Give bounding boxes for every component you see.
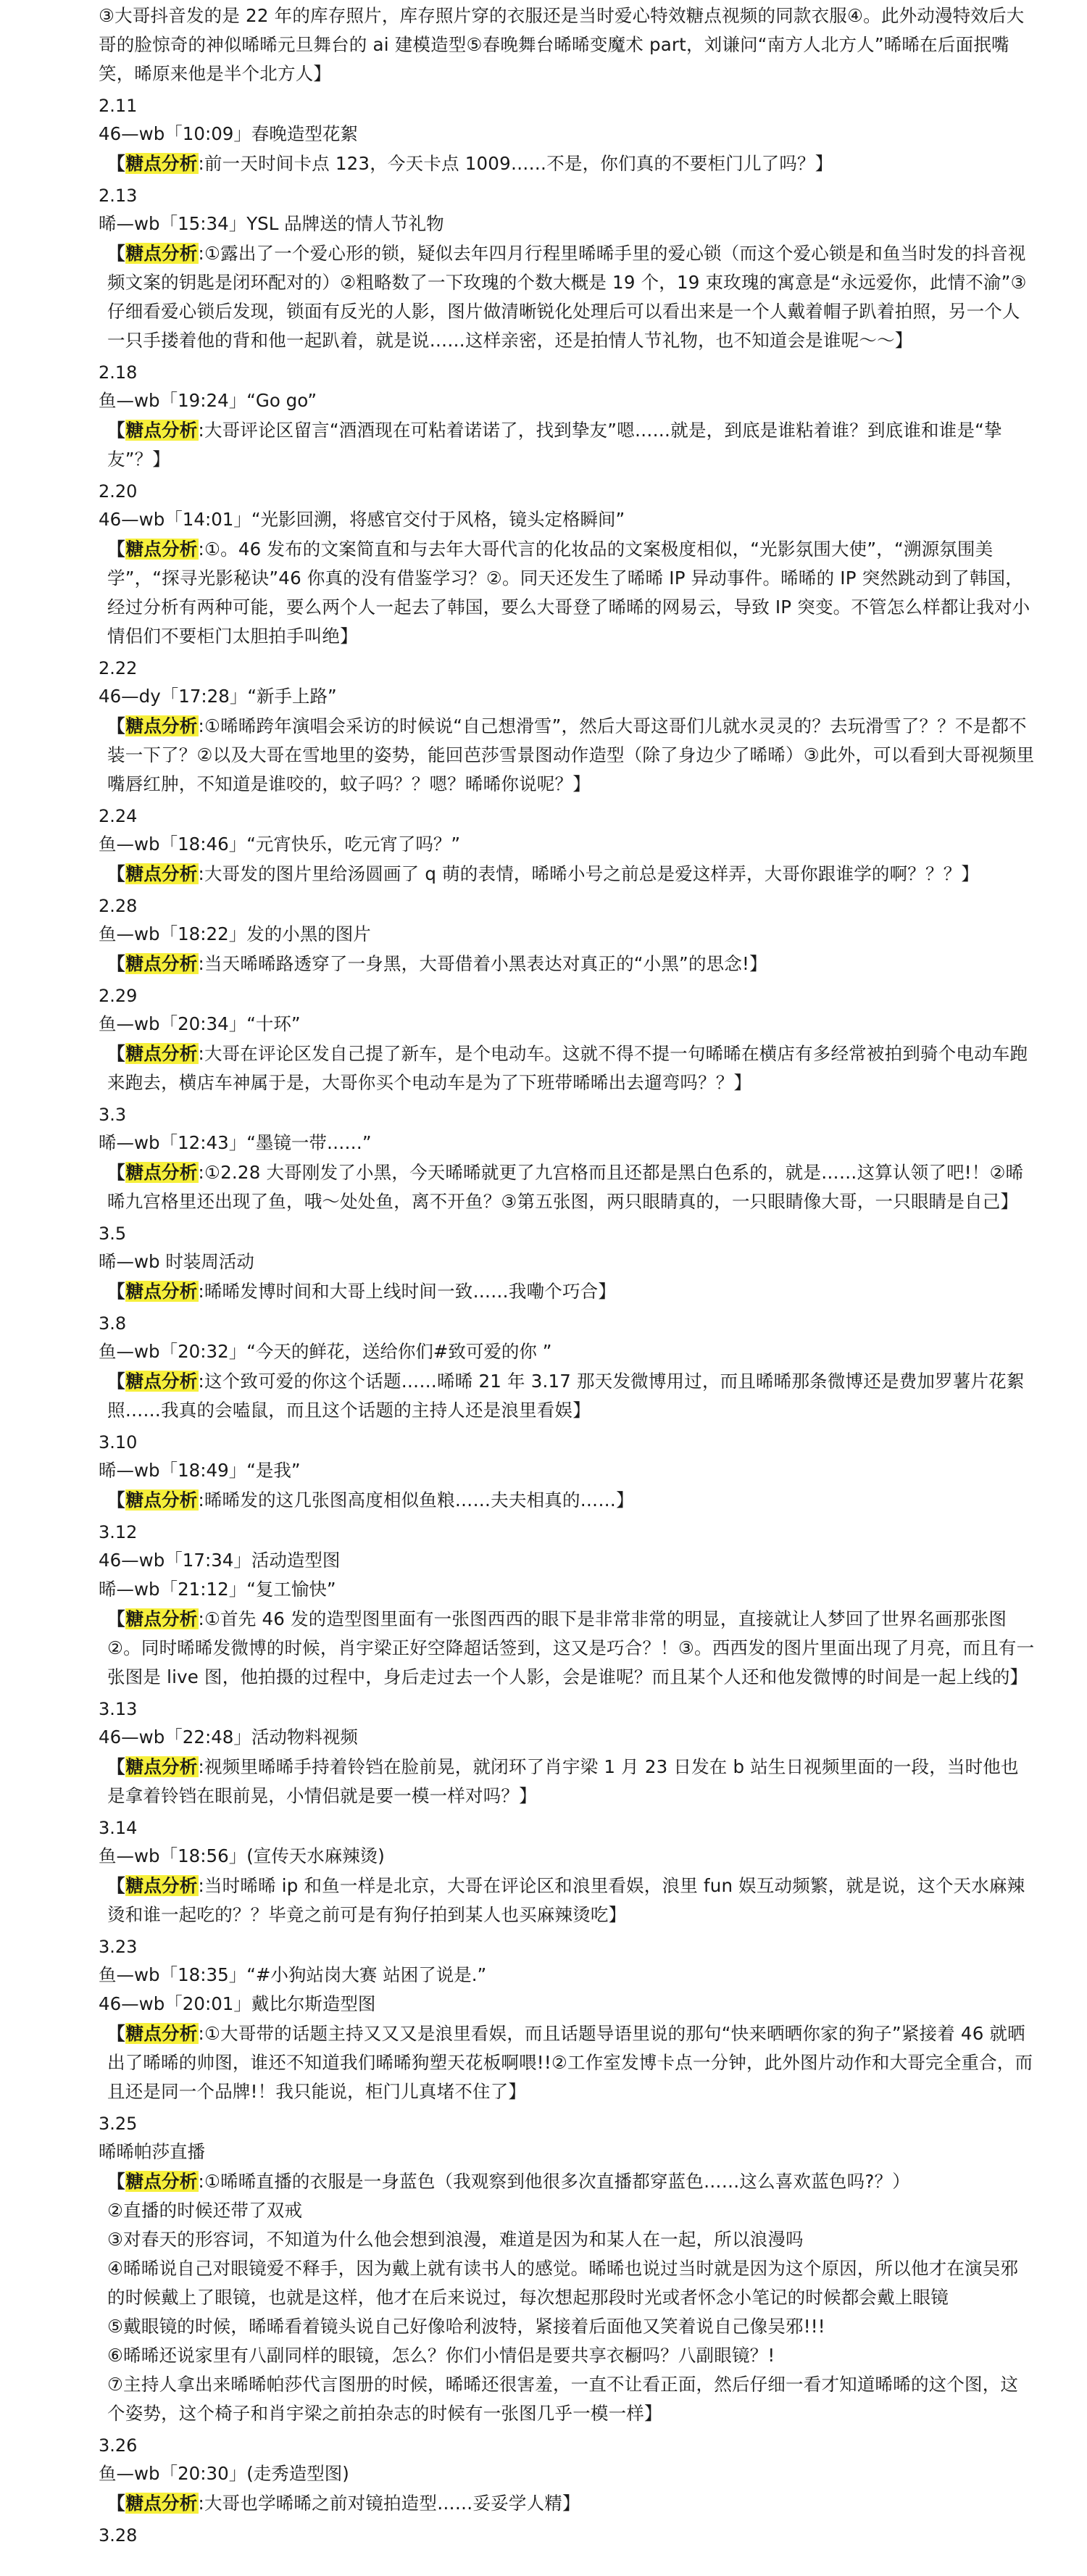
analysis-block — [107, 1871, 1035, 1929]
analysis-block — [107, 1158, 1035, 1216]
entry-date: 2.28 — [99, 896, 138, 916]
entry — [99, 1519, 1035, 1692]
entry — [99, 655, 1035, 799]
entry-date: 3.12 — [99, 1522, 138, 1542]
analysis-label: 糖点分析 — [125, 1608, 198, 1629]
entry-date: 3.13 — [99, 1699, 138, 1719]
analysis-block — [107, 1605, 1035, 1692]
entry — [99, 983, 1035, 1097]
entry-title: 46—wb「10:09」春晚造型花絮 — [99, 123, 358, 144]
open-bracket: 【 — [107, 953, 125, 974]
analysis-text: :①晞晞跨年演唱会采访的时候说“自己想滑雪”，然后大哥这哥们儿就水灵灵的？去玩滑雪了？？不是都不装一下了？②以及大哥在雪地里的姿势，能回芭莎雪景图动作造型（除了身边少了晞晞）③此外，可以看到大哥视频里嘴唇红肿，不知道是谁咬的，蚊子吗？？嗯？晞晞你说呢？】 — [107, 715, 1035, 794]
analysis-label: 糖点分析 — [125, 863, 198, 884]
entry-title: 鱼—wb「18:35」“#小狗站岗大赛 站困了说是.” — [99, 1964, 487, 1985]
entry-title: 晞—wb「15:34」YSL 品牌送的情人节礼物 — [99, 213, 444, 234]
entry — [99, 803, 1035, 889]
entry-date: 2.24 — [99, 806, 138, 826]
analysis-label: 糖点分析 — [125, 2023, 198, 2044]
analysis-block — [107, 2019, 1035, 2106]
analysis-label: 糖点分析 — [125, 1281, 198, 1302]
analysis-block — [107, 1367, 1035, 1425]
entry-date: 2.20 — [99, 481, 138, 502]
analysis-block — [107, 2489, 1035, 2518]
analysis-text: :视频里晞晞手持着铃铛在脸前晃，就闭环了肖宇梁 1 月 23 日发在 b 站生日视频里面的一段，当时他也是拿着铃铛在眼前晃，小情侣就是要一模一样对吗？】 — [107, 1756, 1019, 1806]
open-bracket: 【 — [107, 1756, 125, 1777]
entry — [99, 1696, 1035, 1811]
analysis-label: 糖点分析 — [125, 1043, 198, 1064]
analysis-label: 糖点分析 — [125, 715, 198, 736]
analysis-block — [107, 416, 1035, 474]
analysis-label: 糖点分析 — [125, 1371, 198, 1392]
entry-date: 3.26 — [99, 2435, 138, 2456]
entry-title: 鱼—wb「18:56」(宣传天水麻辣烫) — [99, 1845, 385, 1866]
analysis-label: 糖点分析 — [125, 1162, 198, 1183]
analysis-text: :当时晞晞 ip 和鱼一样是北京，大哥在评论区和浪里看娱，浪里 fun 娱互动频繁，就是说，这个天水麻辣烫和谁一起吃的？？毕竟之前可是有狗仔拍到某人也买麻辣烫吃】 — [107, 1875, 1025, 1925]
entry — [99, 2522, 1035, 2548]
entry-date: 3.14 — [99, 1818, 138, 1838]
entry-list — [99, 93, 1035, 2548]
entry — [99, 1310, 1035, 1425]
entry — [99, 478, 1035, 651]
entry — [99, 1429, 1035, 1515]
open-bracket: 【 — [107, 863, 125, 884]
analysis-block — [107, 1753, 1035, 1811]
open-bracket: 【 — [107, 420, 125, 441]
analysis-text: :这个致可爱的你这个话题……晞晞 21 年 3.17 那天发微博用过，而且晞晞那条微博还是费加罗薯片花絮照……我真的会嗑鼠，而且这个话题的主持人还是浪里看娱】 — [107, 1371, 1025, 1421]
entry-title: 鱼—wb「20:34」“十环” — [99, 1013, 301, 1034]
analysis-block — [107, 239, 1035, 355]
entry-title: 晞晞帕莎直播 — [99, 2141, 205, 2162]
analysis-label: 糖点分析 — [125, 1875, 198, 1896]
intro-paragraph: ③大哥抖音发的是 22 年的库存照片，库存照片穿的衣服还是当时爱心特效糖点视频的同款衣服④。此外动漫特效后大哥的脸惊奇的神似晞晞元旦舞台的 ai 建模造型⑤春晚舞台晞晞变魔术 part，刘谦问“南方人北方人”晞晞在后面抿嘴笑，晞原来他是半个北方人】 — [99, 5, 1025, 84]
entry-title: 鱼—wb「20:30」(走秀造型图) — [99, 2463, 349, 2484]
analysis-text: :晞晞发的这几张图高度相似鱼粮……夫夫相真的……】 — [198, 1489, 634, 1511]
entry-date: 3.8 — [99, 1313, 127, 1334]
open-bracket: 【 — [107, 1162, 125, 1183]
analysis-block — [107, 149, 1035, 178]
analysis-text: :①晞晞直播的衣服是一身蓝色（我观察到他很多次直播都穿蓝色……这么喜欢蓝色吗?？） ②直播的时候还带了双戒 ③对春天的形容词，不知道为什么他会想到浪漫，难道是因为和某人在一起，所以浪漫吗 ④晞晞说自己对眼镜爱不释手，因为戴上就有读书人的感觉。晞晞也说过当时就是因为这个原因，所以他才在演吴邪的时候戴上了眼镜，也就是这样，他才在后来说过，每次想起那段时光或者怀念小笔记的时候都会戴上眼镜 ⑤戴眼镜的时候，晞晞看着镜头说自己好像哈利波特，紧接着后面他又笑着说自己像吴邪!!! ⑥晞晞还说家里有八副同样的眼镜，怎么？你们小情侣是要共享衣橱吗？八副眼镜？! ⑦主持人拿出来晞晞帕莎代言图册的时候，晞晞还很害羞，一直不让看正面，然后仔细一看才知道晞晞的这个图，这个姿势，这个椅子和肖宇梁之前拍杂志的时候有一张图几乎一模一样】 — [107, 2171, 1019, 2424]
open-bracket: 【 — [107, 243, 125, 264]
entry-date: 3.3 — [99, 1105, 127, 1125]
entry-title: 46—wb「20:01」戴比尔斯造型图 — [99, 1993, 376, 2014]
analysis-text: :晞晞发博时间和大哥上线时间一致……我嘞个巧合】 — [198, 1281, 617, 1302]
entry — [99, 1221, 1035, 1306]
analysis-text: :大哥也学晞晞之前对镜拍造型……妥妥学人精】 — [198, 2493, 580, 2514]
entry — [99, 1102, 1035, 1216]
analysis-block — [107, 1486, 1035, 1515]
analysis-block — [107, 1277, 1035, 1306]
analysis-block — [107, 712, 1035, 799]
open-bracket: 【 — [107, 1489, 125, 1511]
entry-date: 3.5 — [99, 1223, 127, 1244]
analysis-label: 糖点分析 — [125, 2171, 198, 2192]
entry — [99, 893, 1035, 979]
open-bracket: 【 — [107, 1043, 125, 1064]
analysis-label: 糖点分析 — [125, 153, 198, 174]
entry — [99, 1934, 1035, 2106]
entry-date: 3.23 — [99, 1937, 138, 1957]
open-bracket: 【 — [107, 1371, 125, 1392]
open-bracket: 【 — [107, 539, 125, 560]
entry-title: 46—wb「14:01」“光影回溯，将感官交付于风格，镜头定格瞬间” — [99, 509, 625, 530]
analysis-block — [107, 1039, 1035, 1097]
analysis-text: :①。46 发布的文案简直和与去年大哥代言的化妆品的文案极度相似，“光影氛围大使”，“溯源氛围美学”，“探寻光影秘诀”46 你真的没有借鉴学习？②。同天还发生了晞晞 IP 异动事件。晞晞的 IP 突然跳动到了韩国，经过分析有两种可能，要么两个人一起去了韩国，要么大哥登了晞晞的网易云，导致 IP 突变。不管怎么样都让我对小情侣们不要柜门太胆拍手叫绝】 — [107, 539, 1030, 647]
analysis-text: :当天晞晞路透穿了一身黑，大哥借着小黑表达对真正的“小黑”的思念!】 — [198, 953, 767, 974]
analysis-block — [107, 535, 1035, 651]
analysis-text: :大哥评论区留言“酒酒现在可粘着诺诺了，找到挚友”嗯……就是，到底是谁粘着谁？到底谁和谁是“挚友”？】 — [107, 420, 1002, 470]
entry-date: 2.11 — [99, 96, 138, 116]
analysis-text: :前一天时间卡点 123，今天卡点 1009……不是，你们真的不要柜门儿了吗？】 — [198, 153, 833, 174]
entry — [99, 183, 1035, 355]
analysis-text: :大哥在评论区发自己提了新车，是个电动车。这就不得不提一句晞晞在横店有多经常被拍到骑个电动车跑来跑去，横店车神属于是，大哥你买个电动车是为了下班带晞晞出去遛弯吗？？】 — [107, 1043, 1028, 1093]
analysis-label: 糖点分析 — [125, 1489, 198, 1511]
entry-title: 鱼—wb「19:24」“Go go” — [99, 390, 317, 411]
open-bracket: 【 — [107, 2023, 125, 2044]
entry-date: 2.13 — [99, 186, 138, 206]
open-bracket: 【 — [107, 2493, 125, 2514]
entry-title: 鱼—wb「20:32」“今天的鲜花，送给你们#致可爱的你 ” — [99, 1341, 552, 1362]
analysis-label: 糖点分析 — [125, 420, 198, 441]
entry-title: 46—wb「22:48」活动物料视频 — [99, 1727, 358, 1748]
analysis-block — [107, 860, 1035, 889]
entry-title: 46—wb「17:34」活动造型图 — [99, 1550, 341, 1571]
entry — [99, 2111, 1035, 2428]
entry — [99, 2432, 1035, 2518]
analysis-label: 糖点分析 — [125, 953, 198, 974]
entry — [99, 93, 1035, 178]
entry — [99, 1815, 1035, 1929]
analysis-text: :①大哥带的话题主持又又又是浪里看娱，而且话题导语里说的那句“快来晒晒你家的狗子”紧接着 46 就晒出了晞晞的帅图，谁还不知道我们晞晞狗塑天花板啊喂!!②工作室发博卡点一分钟，此外图片动作和大哥完全重合，而且还是同一个品牌!！我只能说，柜门儿真堵不住了】 — [107, 2023, 1033, 2102]
analysis-text: :①首先 46 发的造型图里面有一张图西西的眼下是非常非常的明显，直接就让人梦回了世界名画那张图②。同时晞晞发微博的时候，肖宇梁正好空降超话签到，这又是巧合？！③。西西发的图片里面出现了月亮，而且有一张图是 live 图，他拍摄的过程中，身后走过去一个人影，会是谁呢？而且某个人还和他发微博的时间是一起上线的】 — [107, 1608, 1035, 1687]
entry-title: 晞—wb 时装周活动 — [99, 1251, 254, 1272]
analysis-block — [107, 2167, 1035, 2428]
entry-date: 2.29 — [99, 986, 138, 1006]
entry — [99, 360, 1035, 474]
open-bracket: 【 — [107, 1875, 125, 1896]
entry-date: 3.25 — [99, 2114, 138, 2134]
entry-title: 46—dy「17:28」“新手上路” — [99, 686, 337, 707]
entry-title: 鱼—wb「18:46」“元宵快乐，吃元宵了吗？” — [99, 834, 461, 855]
analysis-text: :①露出了一个爱心形的锁，疑似去年四月行程里晞晞手里的爱心锁（而这个爱心锁是和鱼当时发的抖音视频文案的钥匙是闭环配对的）②粗略数了一下玫瑰的个数大概是 19 个，19 束玫瑰的寓意是“永远爱你，此情不渝”③仔细看爱心锁后发现，锁面有反光的人影，图片做清晰锐化处理后可以看出来是一个人戴着帽子趴着拍照，另一个人一只手搂着他的背和他一起趴着，就是说……这样亲密，还是拍情人节礼物，也不知道会是谁呢～～】 — [107, 243, 1027, 351]
entry-title: 晞—wb「21:12」“复工愉快” — [99, 1579, 336, 1600]
analysis-label: 糖点分析 — [125, 539, 198, 560]
entry-date: 2.22 — [99, 658, 138, 678]
analysis-text: :①2.28 大哥刚发了小黑，今天晞晞就更了九宫格而且还都是黑白色系的，就是……这算认领了吧!！②晞晞九宫格里还出现了鱼，哦～处处鱼，离不开鱼？③第五张图，两只眼睛真的，一只眼睛像大哥，一只眼睛是自己】 — [107, 1162, 1024, 1212]
open-bracket: 【 — [107, 2171, 125, 2192]
analysis-label: 糖点分析 — [125, 243, 198, 264]
open-bracket: 【 — [107, 1281, 125, 1302]
entry-title: 晞—wb「18:49」“是我” — [99, 1460, 301, 1481]
entry-date: 3.10 — [99, 1432, 138, 1453]
open-bracket: 【 — [107, 715, 125, 736]
open-bracket: 【 — [107, 1608, 125, 1629]
analysis-label: 糖点分析 — [125, 2493, 198, 2514]
analysis-text: :大哥发的图片里给汤圆画了 q 萌的表情，晞晞小号之前总是爱这样弄，大哥你跟谁学的啊？？？】 — [198, 863, 980, 884]
analysis-block — [107, 950, 1035, 979]
entry-title: 鱼—wb「18:22」发的小黑的图片 — [99, 923, 371, 944]
entry-date: 2.18 — [99, 362, 138, 383]
entry-title: 晞—wb「12:43」“墨镜一带……” — [99, 1132, 372, 1153]
analysis-label: 糖点分析 — [125, 1756, 198, 1777]
open-bracket: 【 — [107, 153, 125, 174]
entry-date: 3.28 — [99, 2525, 138, 2546]
